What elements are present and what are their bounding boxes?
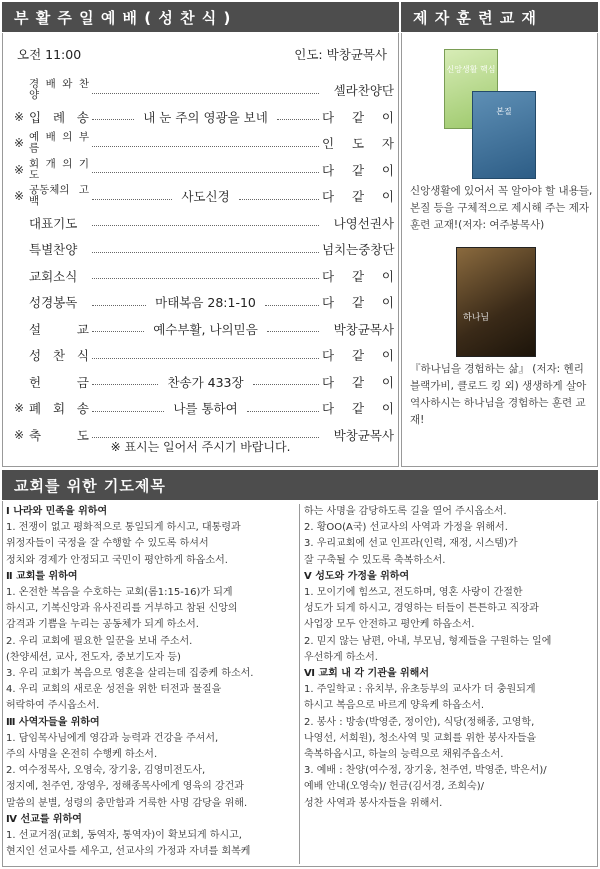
prayer-line: 감격과 기쁨을 누리는 공동체가 되게 하소서.: [6, 619, 199, 631]
order-item-person: 넘치는중창단: [322, 242, 395, 258]
dot-leader: [239, 199, 319, 200]
prayer-line: 말씀의 분별, 성령의 충만함과 거룩한 사명 감당을 위해.: [6, 797, 248, 809]
order-item-name: 회 개 의 기 도: [29, 157, 89, 181]
stand-mark: ※: [13, 189, 25, 204]
prayer-line: 나영선, 서희원), 청소사역 및 교회를 위한 봉사자들을: [304, 732, 537, 744]
prayer-heading: Ⅵ 교회 내 각 기관을 위해서: [304, 668, 429, 680]
dot-leader: [92, 199, 172, 200]
order-item-name: 대표기도: [29, 215, 78, 231]
prayer-line: 성찬 사역과 봉사자들을 위해서.: [304, 797, 443, 809]
book-cover-1: 신앙생활 핵심: [444, 49, 498, 129]
dot-leader: [92, 305, 146, 306]
prayer-heading: Ⅲ 사역자들을 위하여: [6, 716, 100, 728]
order-item: [9, 289, 394, 316]
order-item-name: 축 도: [29, 427, 89, 443]
order-item-person: 박창균목사: [333, 427, 394, 443]
dot-leader: [92, 225, 319, 226]
prayer-line: 사업장 모두 안전하고 평안케 하옵소서.: [304, 619, 475, 631]
order-item-content: 예수부활, 나의믿음: [147, 320, 264, 338]
dot-leader: [92, 278, 319, 279]
order-item-person: 다 같 이: [322, 162, 394, 178]
prayer-column-left: [3, 504, 300, 864]
prayer-heading: Ⅱ 교회를 위하여: [6, 570, 78, 582]
dot-leader: [265, 305, 319, 306]
order-item: [9, 395, 394, 422]
prayer-heading: Ⅴ 성도와 가정을 위하여: [304, 570, 410, 582]
worship-order-panel: [2, 33, 399, 467]
order-item-person: 박창균목사: [333, 321, 394, 337]
order-item: [9, 183, 394, 210]
prayer-column-right: [302, 504, 599, 864]
worship-title: 부 활 주 일 예 배 ( 성 찬 식 ): [2, 2, 399, 32]
order-item: [9, 210, 394, 237]
prayer-line: 주의 사명을 온전히 수행케 하소서.: [6, 749, 158, 761]
order-item-name: 헌 금: [29, 374, 89, 390]
dot-leader: [92, 172, 319, 173]
prayer-line: 잘 구축될 수 있도록 축복하소서.: [304, 554, 446, 566]
prayer-line: 현지인 선교사를 세우고, 선교사의 가정과 자녀를 회복케: [6, 846, 251, 858]
dot-leader: [92, 119, 134, 120]
order-item: [9, 263, 394, 290]
prayer-line: 허락하여 주시옵소서.: [6, 700, 100, 712]
stand-mark: ※: [13, 162, 25, 177]
prayer-line: 하시고 복음으로 바르게 양육케 하옵소서.: [304, 700, 485, 712]
dot-leader: [253, 384, 319, 385]
order-item-person: 다 같 이: [322, 374, 395, 390]
order-item-name: 교회소식: [29, 268, 78, 284]
books-panel: [401, 33, 598, 467]
book-description-1: 신앙생활에 있어서 꼭 알아야 할 내용들, 본질 등을 구체적으로 제시해 주는 제자훈련 교재!(저자: 여주봉목사): [410, 185, 593, 231]
book-cover-3: 하나님: [456, 247, 536, 357]
prayer-line: 1. 온전한 복음을 수호하는 교회(롬1:15-16)가 되게: [6, 587, 233, 599]
service-time: 오전 11:00: [17, 47, 82, 62]
prayer-line: 성도가 되게 하시고, 경영하는 터들이 튼튼하고 직장과: [304, 603, 539, 615]
prayer-panel: [2, 501, 598, 867]
order-item-person: 다 같 이: [322, 268, 394, 284]
dot-leader: [92, 93, 319, 94]
prayer-line: 예배 안내(오영숙)/ 헌금(김서경, 조희숙)/: [304, 781, 484, 793]
stand-mark: ※: [13, 109, 25, 124]
prayer-line: 정지예, 천주연, 장영우, 정해종목사에게 영육의 강건과: [6, 781, 244, 793]
order-item-name: 성경봉독: [29, 295, 78, 311]
prayer-heading: Ⅰ 나라와 민족을 위하여: [6, 506, 108, 517]
dot-leader: [92, 384, 158, 385]
order-item-name: 폐 회 송: [29, 401, 89, 417]
prayer-line: 2. 황OO(A국) 선교사의 사역과 가정을 위해서.: [304, 522, 508, 534]
prayer-heading: Ⅳ 선교를 위하여: [6, 813, 82, 825]
book-cover-2: 본질: [472, 91, 536, 179]
order-item-name: 특별찬양: [29, 242, 78, 258]
order-item: [9, 316, 394, 343]
order-item-person: 다 같 이: [322, 189, 394, 205]
order-item-person: 다 같 이: [322, 109, 395, 125]
order-item: [9, 130, 394, 157]
prayer-line: 정치와 경제가 안정되고 국민이 평안하게 하옵소서.: [6, 554, 228, 566]
books-title: 제 자 훈 련 교 재: [401, 2, 598, 32]
order-item-name: 예 배 의 부 름: [29, 131, 89, 155]
order-item-content: 찬송가 433장: [161, 373, 249, 391]
prayer-line: 3. 우리 교회가 복음으로 영혼을 살리는데 집중케 하소서.: [6, 668, 254, 680]
dot-leader: [92, 331, 144, 332]
dot-leader: [92, 358, 319, 359]
order-item-name: 공동체의 고 백: [29, 184, 89, 208]
order-item: [9, 236, 394, 263]
order-item: [9, 369, 394, 396]
stand-mark: ※: [13, 427, 25, 442]
dot-leader: [277, 119, 319, 120]
prayer-line: 1. 모이기에 힘쓰고, 전도하며, 영혼 사랑이 간절한: [304, 587, 523, 599]
order-item-person: 인 도 자: [322, 136, 394, 152]
prayer-line: 3. 우리교회에 선교 인프라(인력, 재정, 시스템)가: [304, 538, 518, 550]
prayer-line: 3. 예배 : 찬양(여수정, 장기웅, 천주연, 박영준, 박은서)/: [304, 765, 547, 777]
prayer-line: 우선하게 하소서.: [304, 651, 378, 663]
order-item: [9, 77, 394, 104]
standing-note: ※ 표시는 일어서 주시기 바랍니다.: [110, 440, 291, 454]
order-item-name: 성 찬 식: [29, 348, 89, 364]
order-item: [9, 342, 394, 369]
worship-order-list: [9, 77, 394, 448]
dot-leader: [92, 411, 164, 412]
prayer-line: 2. 봉사 : 방송(박영준, 정이안), 식당(정해종, 고영학,: [304, 716, 535, 728]
time-line: [17, 45, 387, 63]
service-leader: 인도: 박창균목사: [294, 47, 387, 62]
stand-mark: ※: [13, 401, 25, 416]
order-item-content: 사도신경: [175, 187, 235, 205]
prayer-line: 하는 사명을 감당하도록 길을 열어 주시옵소서.: [304, 506, 507, 517]
order-item-content: 마태복음 28:1-10: [149, 293, 262, 311]
prayer-line: 1. 담임목사님에게 영감과 능력과 건강을 주셔서,: [6, 732, 219, 744]
order-item-person: 다 같 이: [322, 401, 395, 417]
prayer-line: 위정자들이 국정을 잘 수행할 수 있도록 하셔서: [6, 538, 209, 550]
order-item-name: 입 례 송: [29, 109, 89, 125]
order-item-person: 셀라찬양단: [333, 83, 394, 99]
prayer-line: 4. 우리 교회의 새로운 성전을 위한 터전과 물질을: [6, 684, 222, 696]
order-item-person: 다 같 이: [322, 295, 395, 311]
order-item-name: 경 배 와 찬 양: [29, 78, 89, 102]
stand-mark: ※: [13, 136, 25, 151]
prayer-line: 1. 선교거점(교회, 동역자, 통역자)이 확보되게 하시고,: [6, 830, 242, 842]
order-item-person: 다 같 이: [322, 348, 394, 364]
prayer-title: 교회를 위한 기도제목: [2, 470, 598, 500]
prayer-line: (찬양세션, 교사, 전도자, 중보기도자 등): [6, 651, 181, 663]
order-item-name: 설 교: [29, 321, 89, 337]
prayer-line: 1. 전쟁이 없고 평화적으로 통일되게 하시고, 대통령과: [6, 522, 241, 534]
book-description-2: 『하나님을 경험하는 삶』 (저자: 헨리 블랙가비, 클로드 킹 외) 생생하게 살아 역사하시는 하나님을 경험하는 훈련 교재!: [410, 363, 587, 426]
order-item: [9, 104, 394, 131]
prayer-line: 축복하옵시고, 하늘의 능력으로 채워주옵소서.: [304, 749, 504, 761]
prayer-line: 2. 우리 교회에 필요한 일꾼을 보내 주소서.: [6, 635, 193, 647]
prayer-line: 1. 주일학교 : 유치부, 유초등부의 교사가 더 충원되게: [304, 684, 536, 696]
order-item-content: 내 눈 주의 영광을 보네: [137, 108, 274, 126]
dot-leader: [92, 252, 319, 253]
order-item-content: 나를 통하여: [167, 399, 243, 417]
dot-leader: [267, 331, 319, 332]
order-item-person: 나영선권사: [333, 215, 394, 231]
order-item: [9, 157, 394, 184]
dot-leader: [92, 146, 319, 147]
dot-leader: [247, 411, 319, 412]
prayer-line: 2. 여수정목사, 오영숙, 장기웅, 김영미전도사,: [6, 765, 206, 777]
prayer-line: 하시고, 기복신앙과 유사진리를 거부하고 참된 신앙의: [6, 603, 238, 615]
prayer-line: 2. 믿지 않는 남편, 아내, 부모님, 형제들을 구원하는 일에: [304, 635, 552, 647]
